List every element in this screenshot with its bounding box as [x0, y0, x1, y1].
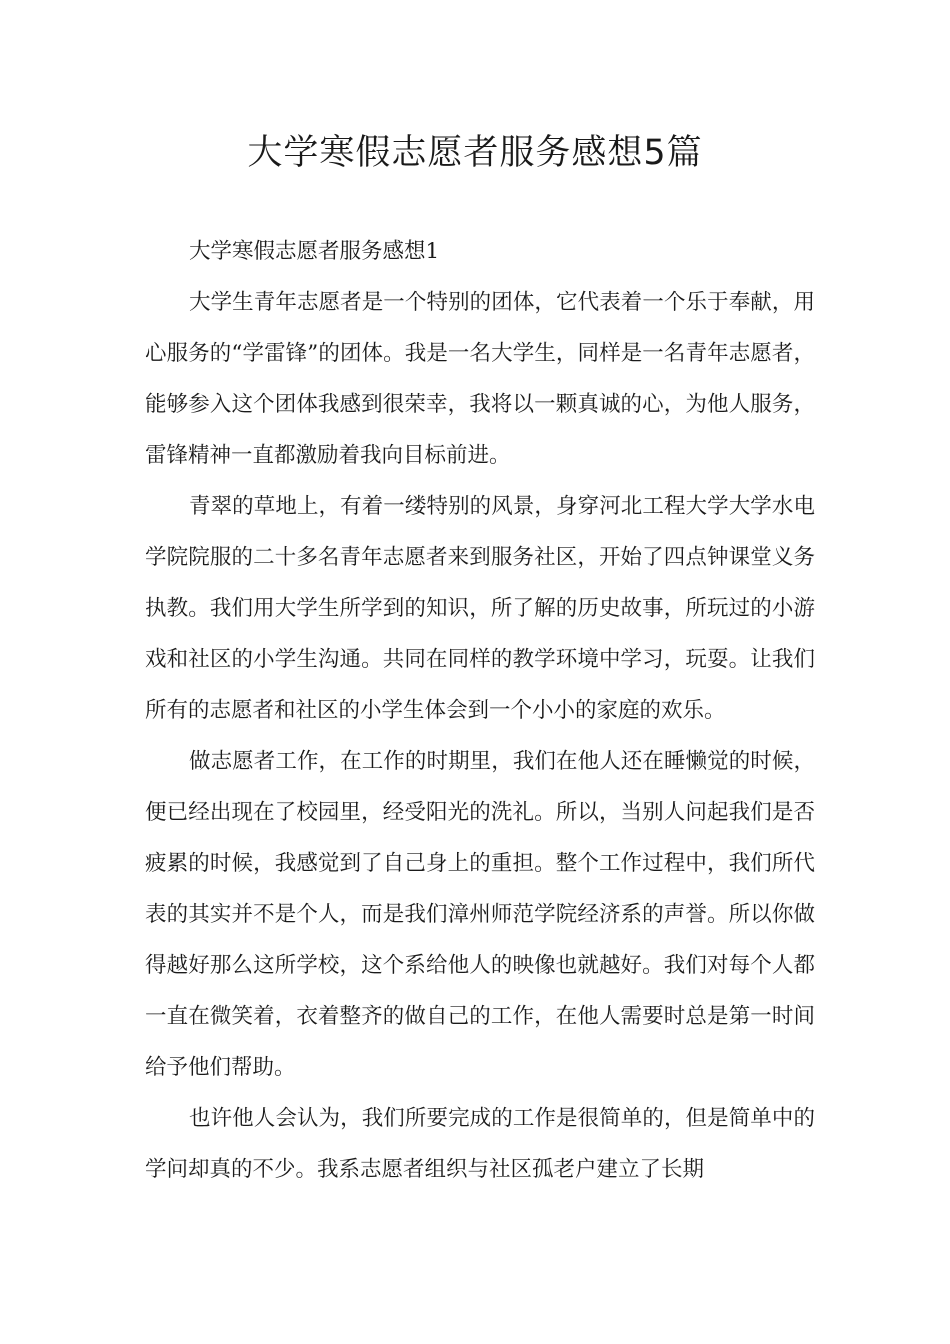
paragraph: 做志愿者工作，在工作的时期里，我们在他人还在睡懒觉的时候，便已经出现在了校园里，经受阳光的洗礼。所以，当别人问起我们是否疲累的时候，我感觉到了自己身上的重担。整个工作过程中，我们所代表的其实并不是个人，而是我们漳州师范学院经济系的声誉。所以你做得越好那么这所学校，这个系给他人的映像也就越好。我们对每个人都一直在微笑着，衣着整齐的做自己的工作，在他人需要时总是第一时间给予他们帮助。: [145, 749, 815, 1080]
document-body: [145, 226, 815, 1195]
section-heading: 大学寒假志愿者服务感想1: [189, 239, 440, 264]
document-title: 大学寒假志愿者服务感想5篇: [247, 133, 703, 173]
paragraph: 青翠的草地上，有着一缕特别的风景，身穿河北工程大学大学水电学院院服的二十多名青年志愿者来到服务社区，开始了四点钟课堂义务执教。我们用大学生所学到的知识，所了解的历史故事，所玩过的小游戏和社区的小学生沟通。共同在同样的教学环境中学习，玩耍。让我们所有的志愿者和社区的小学生体会到一个小小的家庭的欢乐。: [145, 494, 815, 723]
paragraph: 也许他人会认为，我们所要完成的工作是很简单的，但是简单中的学问却真的不少。我系志愿者组织与社区孤老户建立了长期: [145, 1106, 815, 1182]
paragraph: 大学生青年志愿者是一个特别的团体，它代表着一个乐于奉献，用心服务的“学雷锋”的团体。我是一名大学生，同样是一名青年志愿者，能够参入这个团体我感到很荣幸，我将以一颗真诚的心，为他人服务，雷锋精神一直都激励着我向目标前进。: [145, 290, 815, 468]
